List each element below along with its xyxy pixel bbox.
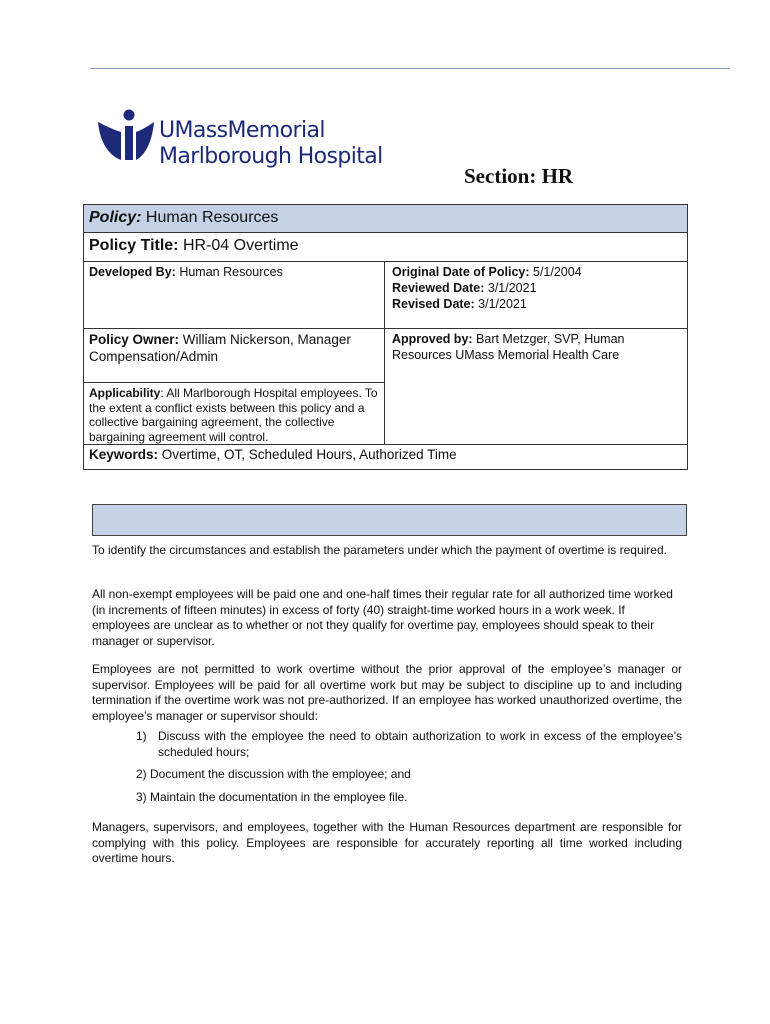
original-date-label: Original Date of Policy:	[392, 265, 530, 279]
umass-memorial-logo-icon	[96, 108, 156, 164]
keywords-value: Overtime, OT, Scheduled Hours, Authorized Time	[158, 447, 457, 462]
policy-owner-cell	[89, 331, 379, 365]
list-item-number: 1)	[136, 729, 147, 743]
table-divider-vertical	[384, 262, 385, 444]
applicability-value: : All Marlborough Hospital employees. To the extent a conflict exists between this policy and a collective bargaining agreement, the collective bargaining agreement will control.	[89, 386, 378, 444]
list-item-text: Discuss with the employee the need to obtain authorization to work in excess of the employee’s scheduled hours;	[158, 729, 682, 759]
developed-by-value: Human Resources	[175, 265, 283, 279]
policy-owner-value: William Nickerson, Manager Compensation/Admin	[89, 332, 351, 364]
policy-title-label: Policy Title:	[89, 237, 179, 254]
developed-by-label: Developed By:	[89, 265, 176, 279]
keywords-cell	[89, 447, 457, 463]
purpose-paragraph: To identify the circumstances and establish the parameters under which the payment of overtime is required.	[92, 543, 667, 557]
applicability-cell	[89, 386, 379, 444]
policy-value: Human Resources	[141, 209, 279, 226]
reviewed-date-value: 3/1/2021	[484, 281, 537, 295]
approved-by-cell	[392, 331, 682, 363]
policy-title-value: HR-04 Overtime	[178, 237, 299, 254]
reviewed-date-label: Reviewed Date:	[392, 281, 485, 295]
section-heading: Section: HR	[464, 164, 574, 188]
keywords-label: Keywords:	[89, 447, 159, 462]
list-item: 2) Document the discussion with the employee; and	[136, 767, 411, 781]
procedure-paragraph: Employees are not permitted to work overtime without the prior approval of the employee’s manager or supervisor. Employees will be paid for all overtime work but may be subject to discipline up to and including termination if the overtime work was not pre-authorized. If an employee has worked unauthorized overtime, the employee’s manager or supervisor should:	[92, 662, 682, 723]
policy-row	[84, 205, 687, 233]
logo-text-line1: UMassMemorial	[159, 118, 325, 143]
policy-label: Policy:	[89, 209, 142, 226]
section-header-bar	[92, 504, 687, 536]
revised-date-value: 3/1/2021	[474, 297, 527, 311]
top-rule	[90, 68, 730, 69]
logo-text-line2: Marlborough Hospital	[159, 144, 383, 169]
policy-info-table	[83, 204, 688, 470]
revised-date-label: Revised Date:	[392, 297, 475, 311]
original-date-value: 5/1/2004	[529, 265, 582, 279]
policy-owner-label: Policy Owner:	[89, 332, 180, 347]
table-divider	[84, 382, 384, 383]
table-divider	[84, 444, 687, 445]
table-divider	[84, 328, 687, 329]
approved-by-label: Approved by:	[392, 332, 473, 346]
applicability-label: Applicability	[89, 386, 161, 400]
responsibility-paragraph: Managers, supervisors, and employees, together with the Human Resources department are responsible for complying with this policy. Employees are responsible for accurately reporting all time worked including overtime hours.	[92, 820, 682, 865]
dates-cell	[392, 264, 582, 312]
developed-by-cell	[89, 264, 283, 280]
list-item: 3) Maintain the documentation in the employee file.	[136, 790, 408, 804]
policy-paragraph: All non-exempt employees will be paid one and one-half times their regular rate for all authorized time worked (in increments of fifteen minutes) in excess of forty (40) straight-time worked hours in a work week. If employees are unclear as to whether or not they qualify for overtime pay, employees should speak to their manager or supervisor.	[92, 587, 673, 648]
approved-by-value: Bart Metzger, SVP, Human Resources UMass Memorial Health Care	[392, 332, 625, 362]
policy-title-row	[84, 233, 687, 262]
hospital-logo	[96, 108, 396, 174]
list-item	[136, 729, 682, 760]
